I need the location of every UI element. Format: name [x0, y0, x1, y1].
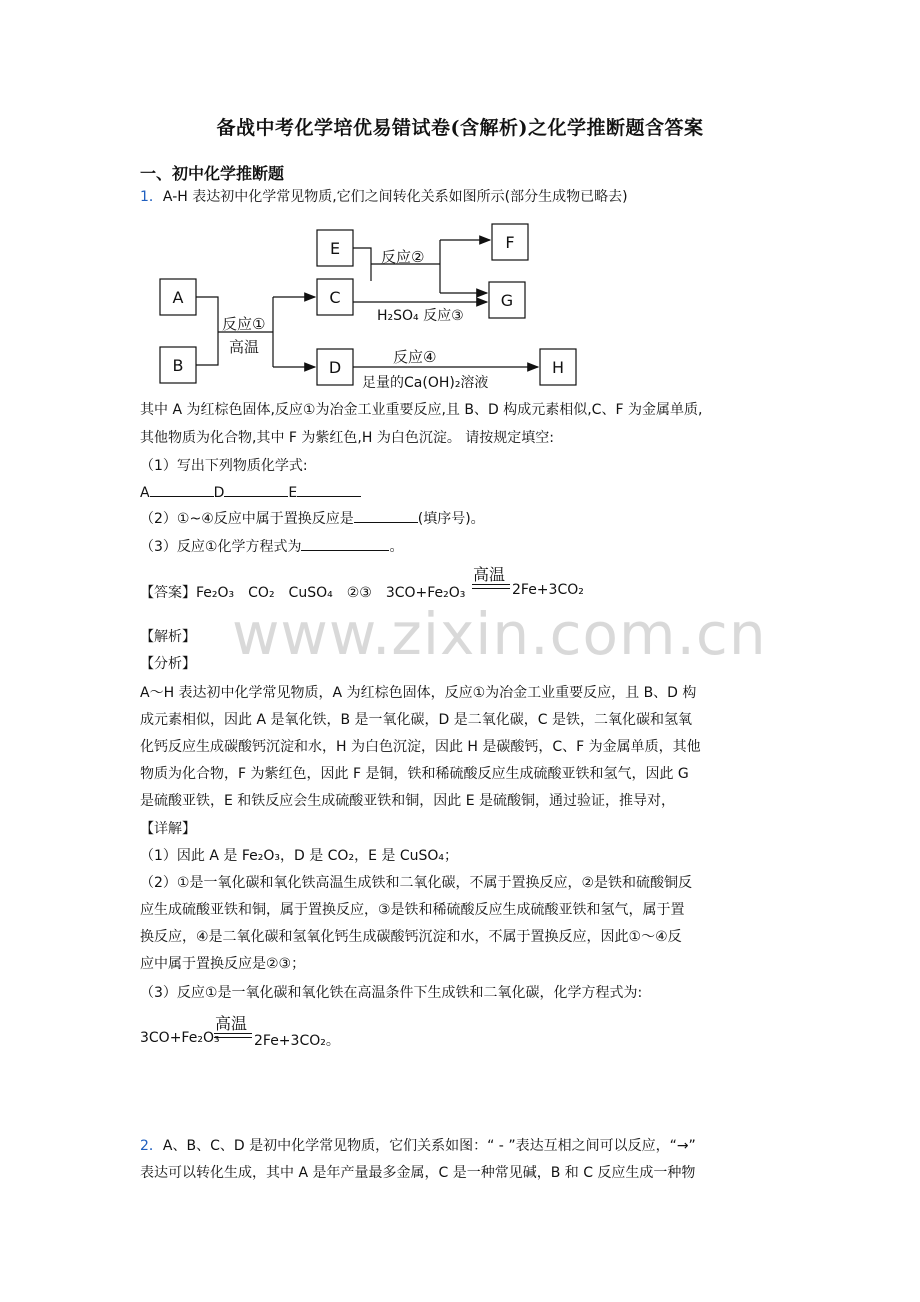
analysis-line: 物质为化合物，F 为紫红色，因此 F 是铜，铁和稀硫酸反应生成硫酸亚铁和氢气，因此 G: [140, 766, 689, 782]
reaction-4-label: 反应④: [393, 348, 437, 366]
analysis-line: 是硫酸亚铁，E 和铁反应会生成硫酸亚铁和铜，因此 E 是硫酸铜，通过验证，推导对，: [140, 793, 676, 809]
sub-question-2: （2）①~④反应中属于置换反应是 (填序号)。: [140, 508, 485, 530]
detail-line: 应中属于置换反应是②③；: [140, 956, 306, 972]
question-number: 2．: [140, 1138, 163, 1154]
reaction-diagram: [0, 0, 920, 400]
final-equation-condition: 高温: [215, 1014, 248, 1033]
jiexi-heading: 【解析】: [140, 629, 196, 645]
reaction-1-condition: 高温: [229, 338, 260, 356]
blank-reaction: [354, 508, 418, 523]
question-1-stem: 1．A-H 表达初中化学常见物质,它们之间转化关系如图所示(部分生成物已略去): [140, 189, 628, 205]
watermark: www.zixin.com.cn: [232, 600, 767, 668]
sub-question-3: （3）反应①化学方程式为 。: [140, 536, 403, 558]
box-label-h: H: [551, 358, 565, 377]
reaction-4-condition: 足量的Ca(OH)₂溶液: [362, 375, 489, 391]
blank-a: [150, 482, 214, 497]
answer-equals-sign: [472, 584, 510, 589]
reaction-3-label: H₂SO₄ 反应③: [377, 308, 464, 324]
detail-line: 换反应，④是二氧化碳和氢氧化钙生成碳酸钙沉淀和水，不属于置换反应，因此①～④反: [140, 929, 682, 945]
box-label-f: F: [505, 233, 515, 252]
answer-line: [140, 582, 465, 602]
reaction-2-label: 反应②: [381, 248, 425, 266]
blank-e: [297, 482, 361, 497]
section-heading: 一、初中化学推断题: [140, 164, 285, 183]
detail-line: （3）反应①是一氧化碳和氧化铁在高温条件下生成铁和二氧化碳，化学方程式为:: [140, 985, 643, 1001]
detail-line: （1）因此 A 是 Fe₂O₃，D 是 CO₂，E 是 CuSO₄；: [140, 848, 458, 864]
box-label-a: A: [172, 288, 184, 307]
box-label-c: C: [329, 288, 341, 307]
final-equation-right: 2Fe+3CO₂。: [254, 1033, 340, 1049]
sub-question-1-blanks: A D E: [140, 482, 361, 504]
box-label-d: D: [328, 358, 342, 377]
answer-condition: 高温: [473, 565, 506, 584]
reaction-1-label: 反应①: [222, 315, 266, 333]
detail-line: （2）①是一氧化碳和氧化铁高温生成铁和二氧化碳，不属于置换反应，②是铁和硫酸铜反: [140, 875, 693, 891]
final-equation-left: 3CO+Fe₂O₃: [140, 1030, 220, 1046]
question-1-desc-1: 其中 A 为红棕色固体,反应①为冶金工业重要反应,且 B、D 构成元素相似,C、F 为金属单质,: [140, 402, 703, 418]
answer-items: Fe₂O₃ CO₂ CuSO₄ ②③ 3CO+Fe₂O₃: [196, 585, 466, 601]
answer-products: 2Fe+3CO₂: [512, 582, 584, 598]
page-title: 备战中考化学培优易错试卷(含解析)之化学推断题含答案: [216, 117, 704, 139]
box-label-b: B: [172, 356, 184, 375]
box-label-e: E: [329, 239, 341, 258]
fenxi-heading: 【分析】: [140, 656, 196, 672]
box-label-g: G: [500, 291, 514, 310]
question-2-line-2: 表达可以转化生成，其中 A 是年产量最多金属，C 是一种常见碱，B 和 C 反应生成一种物: [140, 1165, 696, 1181]
detail-line: 应生成硫酸亚铁和铜，属于置换反应，③是铁和稀硫酸反应生成硫酸亚铁和氢气，属于置: [140, 902, 685, 918]
answer-label: 【答案】: [140, 585, 196, 601]
analysis-line: A～H 表达初中化学常见物质，A 为红棕色固体，反应①为冶金工业重要反应，且 B、D 构: [140, 685, 697, 701]
sub-question-1: （1）写出下列物质化学式:: [140, 458, 308, 474]
question-1-desc-2: 其他物质为化合物,其中 F 为紫红色,H 为白色沉淀。 请按规定填空:: [140, 430, 554, 446]
blank-equation: [301, 536, 389, 551]
analysis-line: 成元素相似，因此 A 是氧化铁，B 是一氧化碳，D 是二氧化碳，C 是铁，二氧化碳和氢氧: [140, 712, 692, 728]
question-2-line-1: 2．A、B、C、D 是初中化学常见物质，它们关系如图：“ - ”表达互相之间可以反应，“→”: [140, 1138, 696, 1154]
blank-d: [224, 482, 288, 497]
analysis-line: 化钙反应生成碳酸钙沉淀和水，H 为白色沉淀，因此 H 是碳酸钙，C、F 为金属单质，其他: [140, 739, 701, 755]
question-number: 1．: [140, 189, 163, 205]
xiangjie-heading: 【详解】: [140, 821, 196, 837]
final-equals-sign: [214, 1033, 252, 1038]
